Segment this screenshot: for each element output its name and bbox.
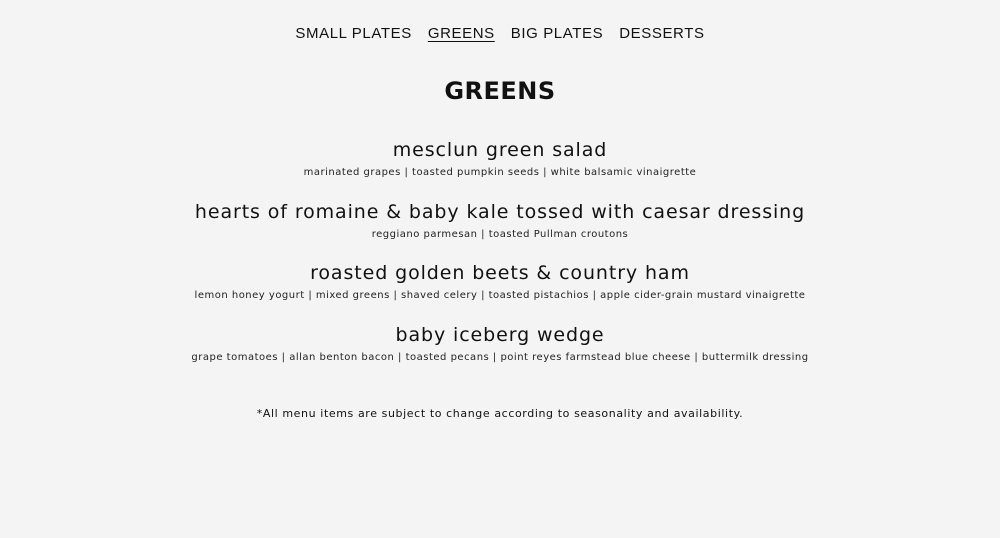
menu-item-name: hearts of romaine & baby kale tossed with caesar dressing bbox=[194, 200, 806, 223]
menu-item bbox=[0, 322, 1000, 384]
menu-item-name: baby iceberg wedge bbox=[395, 323, 605, 346]
menu-category-nav bbox=[0, 24, 1000, 44]
menu-item bbox=[0, 199, 1000, 261]
nav-link-greens[interactable]: GREENS bbox=[427, 25, 495, 42]
nav-link-desserts[interactable]: DESSERTS bbox=[619, 25, 705, 42]
menu-item bbox=[0, 137, 1000, 199]
menu-item-name: mesclun green salad bbox=[392, 139, 608, 161]
menu-item-description: reggiano parmesan | toasted Pullman croutons bbox=[371, 228, 629, 240]
menu-list bbox=[0, 137, 1000, 383]
nav-link-big-plates[interactable]: BIG PLATES bbox=[510, 25, 604, 42]
availability-footnote: *All menu items are subject to change according to seasonality and availability. bbox=[256, 407, 744, 420]
menu-item-description: lemon honey yogurt | mixed greens | shaved celery | toasted pistachios | apple cider-grain mustard vinaigrette bbox=[194, 290, 806, 301]
nav-link-small-plates[interactable]: SMALL PLATES bbox=[295, 25, 412, 42]
menu-item-description: marinated grapes | toasted pumpkin seeds | white balsamic vinaigrette bbox=[303, 167, 697, 178]
section-title: GREENS bbox=[444, 77, 556, 105]
menu-item-name: roasted golden beets & country ham bbox=[310, 262, 690, 284]
menu-item-description: grape tomatoes | allan benton bacon | toasted pecans | point reyes farmstead blue cheese | buttermilk dressing bbox=[191, 351, 809, 363]
menu-item bbox=[0, 260, 1000, 322]
